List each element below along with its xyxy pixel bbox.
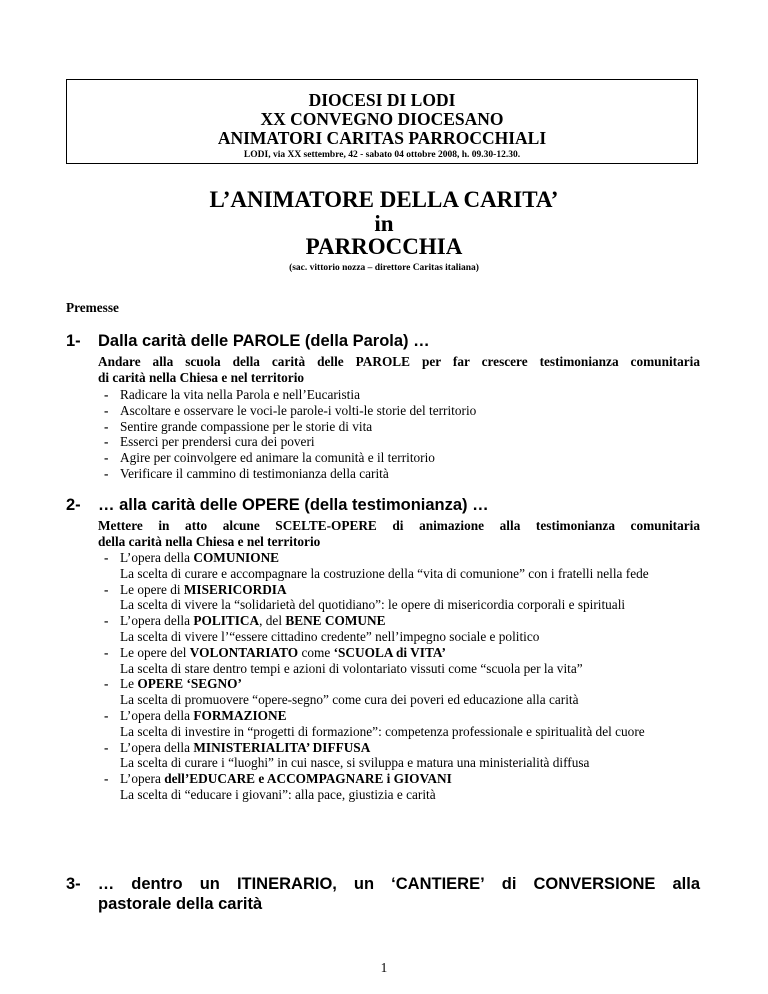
item-description: La scelta di curare i “luoghi” in cui nasce, si sviluppa e matura una ministerialità diffusa: [120, 755, 590, 771]
section-1-intro-line2: di carità nella Chiesa e nel territorio: [98, 370, 305, 385]
list-item: [98, 403, 700, 419]
dash-bullet: -: [104, 450, 109, 466]
item-description: La scelta di investire in “progetti di formazione”: competenza professionale e spiritualità del cuore: [120, 723, 645, 739]
item-keyword: VOLONTARIATO: [189, 644, 299, 660]
title-connector: in: [374, 211, 394, 236]
item-heading: [120, 550, 279, 565]
item-connector: , del: [259, 613, 286, 629]
author-line: (sac. vittorio nozza – direttore Caritas italiana): [289, 263, 479, 273]
title-word: ‘CANTIERE’: [391, 875, 485, 893]
item-heading: [120, 708, 286, 723]
event-details: LODI, via XX settembre, 42 - sabato 04 ottobre 2008, h. 09.30-12.30.: [243, 150, 521, 160]
section-2-intro-line2: della carità nella Chiesa e nel territorio: [98, 534, 321, 549]
item-prefix: L’opera: [120, 771, 165, 787]
item-description: La scelta di vivere la “solidarietà del quotidiano”: le opere di misericordia corporali e spirituali: [120, 597, 626, 613]
item-description: La scelta di promuovere “opere-segno” come cura dei poveri ed educazione alla carità: [120, 692, 579, 708]
section-1-intro-line1: Andare alla scuola della carità delle PAROLE per far crescere testimonianza comunitaria: [98, 354, 700, 369]
section-3-title-line1: [66, 874, 700, 894]
dash-bullet: -: [104, 707, 109, 723]
section-1-heading: [0, 331, 768, 351]
section-3-title-line2: pastorale della carità: [98, 895, 263, 913]
item-description: La scelta di “educare i giovani”: alla pace, giustizia e carità: [120, 786, 436, 802]
list-item-text: Verificare il cammino di testimonianza della carità: [120, 465, 389, 481]
audience-title: ANIMATORI CARITAS PARROCCHIALI: [217, 128, 547, 148]
title-word: CONVERSIONE: [533, 875, 656, 893]
list-item: [98, 708, 700, 740]
item-prefix: Le opere del: [120, 644, 190, 660]
item-keyword-2: ‘SCUOLA di VITA’: [333, 644, 446, 660]
list-item: [98, 740, 700, 772]
section-2-heading: [0, 495, 768, 515]
header-box: [66, 79, 698, 164]
list-item: [98, 387, 700, 403]
item-description: La scelta di curare e accompagnare la costruzione della “vita di comunione” con i fratelli nella fede: [120, 565, 649, 581]
list-item-text: Agire per coinvolgere ed animare la comunità e il territorio: [120, 450, 435, 466]
list-item: [98, 771, 700, 803]
item-heading: [120, 613, 385, 628]
list-item: [98, 676, 700, 708]
list-item-text: Sentire grande compassione per le storie di vita: [120, 418, 373, 434]
convention-title: XX CONVEGNO DIOCESANO: [260, 109, 504, 129]
list-item: [98, 466, 700, 482]
section-1-intro: [98, 354, 700, 386]
item-heading: [120, 582, 287, 597]
dash-bullet: -: [104, 613, 109, 629]
item-keyword: MISERICORDIA: [183, 581, 287, 597]
list-item: [98, 613, 700, 645]
item-prefix: L’opera della: [120, 613, 194, 629]
page-number: 1: [380, 960, 388, 975]
title-word: un: [353, 875, 375, 893]
list-item-text: Radicare la vita nella Parola e nell’Eucaristia: [120, 387, 360, 402]
list-item: [98, 434, 700, 450]
section-2-list: [98, 550, 700, 803]
item-heading: [120, 740, 370, 755]
page-title: L’ANIMATORE DELLA CARITA’: [209, 187, 559, 212]
item-description: La scelta di vivere l’“essere cittadino credente” nell’impegno sociale e politico: [120, 628, 540, 644]
section-1-list: [98, 387, 700, 482]
dash-bullet: -: [104, 676, 109, 692]
title-word: …: [97, 875, 115, 893]
item-keyword: dell’EDUCARE e ACCOMPAGNARE i GIOVANI: [164, 771, 452, 787]
item-connector: come: [298, 644, 334, 660]
list-item: [98, 419, 700, 435]
title-word: un: [199, 875, 220, 893]
section-3-number: 3-: [66, 875, 81, 893]
dash-bullet: -: [104, 418, 109, 434]
item-heading: [120, 771, 452, 786]
dash-bullet: -: [104, 402, 109, 418]
section-2-title: … alla carità delle OPERE (della testimonianza) …: [98, 496, 489, 514]
title-word: di: [501, 875, 517, 893]
dash-bullet: -: [104, 739, 109, 755]
list-item-text: Esserci per prendersi cura dei poveri: [120, 434, 315, 450]
item-prefix: Le: [120, 676, 138, 692]
list-item: [98, 450, 700, 466]
item-heading: [120, 645, 446, 660]
dash-bullet: -: [104, 434, 109, 450]
section-1-number: 1-: [66, 332, 81, 350]
item-keyword: COMUNIONE: [193, 550, 280, 565]
dash-bullet: -: [104, 465, 109, 481]
item-keyword: OPERE ‘SEGNO’: [137, 676, 242, 692]
item-prefix: L’opera della: [120, 739, 194, 755]
item-prefix: L’opera della: [120, 550, 194, 565]
section-3-heading: [66, 874, 700, 914]
section-2-intro-line1: Mettere in atto alcune SCELTE-OPERE di animazione alla testimonianza comunitaria: [98, 518, 700, 533]
section-2-intro: [98, 518, 700, 550]
item-keyword-2: BENE COMUNE: [285, 613, 386, 629]
premesse-heading: Premesse: [66, 300, 119, 315]
dash-bullet: -: [104, 644, 109, 660]
list-item: [98, 582, 700, 614]
title-word: ITINERARIO,: [236, 875, 337, 893]
section-2-number: 2-: [66, 496, 81, 514]
title-parrocchia: PARROCCHIA: [305, 234, 463, 259]
list-item: [98, 645, 700, 677]
item-keyword: MINISTERIALITA’ DIFFUSA: [193, 739, 371, 755]
title-word: alla: [672, 875, 700, 893]
item-description: La scelta di stare dentro tempi e azioni di volontariato vissuti come “scuola per la vita”: [120, 660, 583, 676]
list-item: [98, 550, 700, 582]
item-prefix: Le opere di: [120, 581, 184, 597]
item-keyword: FORMAZIONE: [193, 707, 287, 723]
item-keyword: POLITICA: [193, 613, 260, 629]
dash-bullet: -: [104, 550, 109, 565]
dash-bullet: -: [104, 771, 109, 787]
item-prefix: L’opera della: [120, 707, 194, 723]
list-item-text: Ascoltare e osservare le voci-le parole-i volti-le storie del territorio: [120, 402, 477, 418]
title-word: dentro: [131, 875, 183, 893]
dash-bullet: -: [104, 387, 109, 402]
diocese-name: DIOCESI DI LODI: [308, 90, 456, 110]
dash-bullet: -: [104, 581, 109, 597]
item-heading: [120, 676, 242, 691]
section-1-title: Dalla carità delle PAROLE (della Parola) …: [98, 332, 430, 350]
